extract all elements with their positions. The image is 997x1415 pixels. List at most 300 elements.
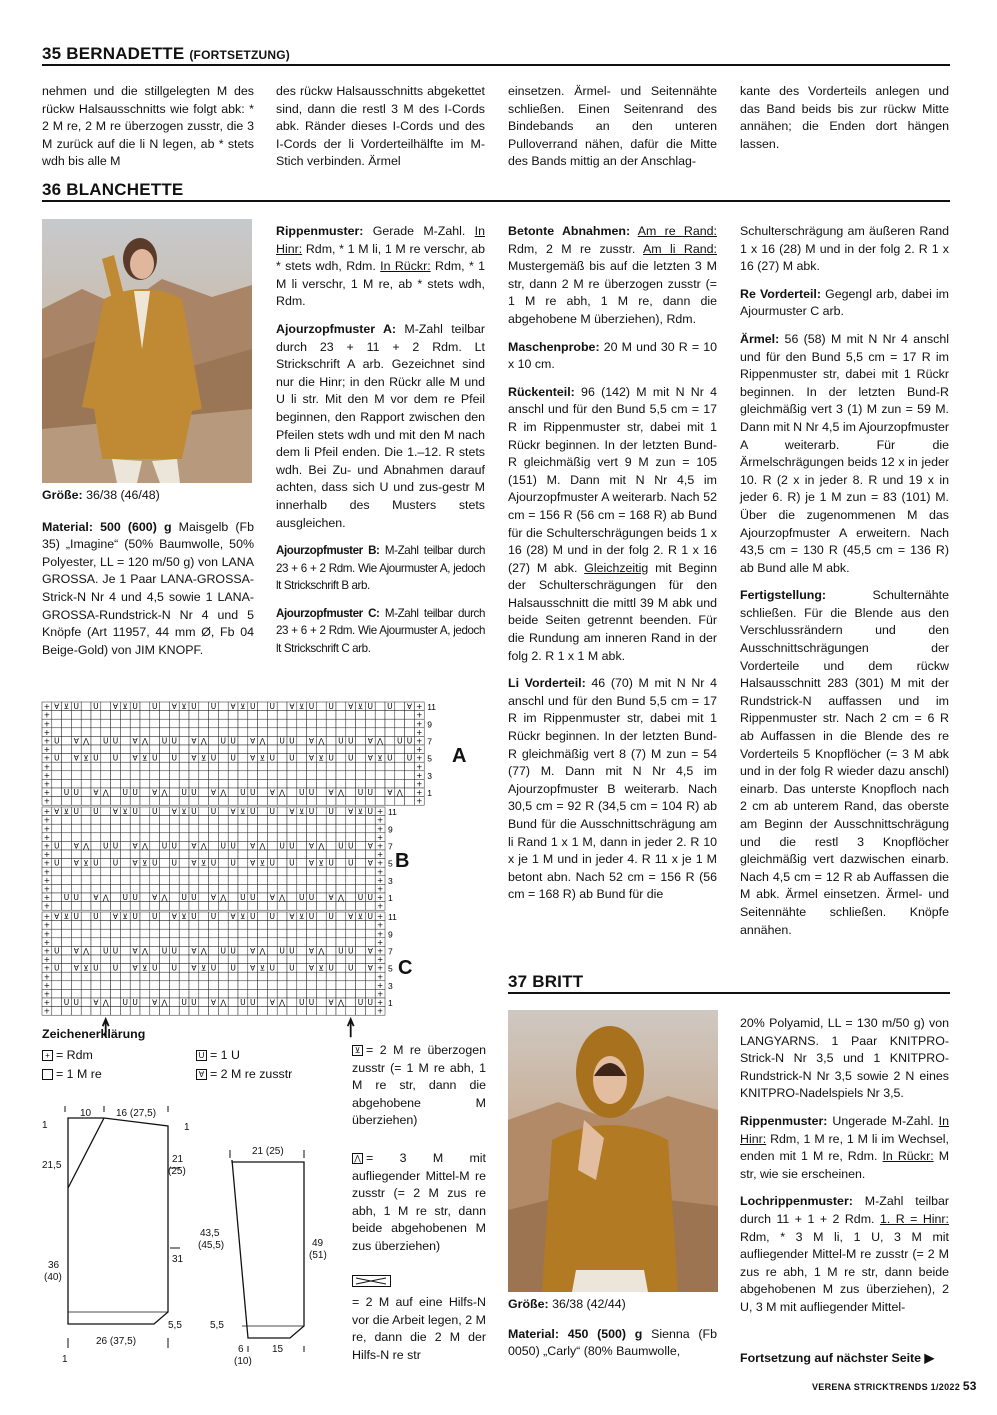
dim-label: 6	[238, 1344, 244, 1355]
chart-symbol: +	[43, 858, 51, 868]
chart-symbol: U	[269, 858, 276, 868]
chart-symbol: ∀	[191, 753, 197, 763]
chart-symbol: ⊻	[318, 963, 325, 973]
chart-symbol: U	[93, 963, 99, 973]
rippen-rueckr: In Rückr:	[380, 259, 431, 274]
re-vorderteil-label: Re Vorderteil:	[740, 286, 821, 301]
divider	[42, 200, 950, 202]
chart-symbol: +	[43, 989, 51, 999]
chart-symbol: ∀	[132, 946, 138, 956]
rippen-hinr: In Hinr:	[740, 1113, 949, 1146]
chart-symbol: U	[249, 893, 256, 903]
chart-symbol: U	[338, 841, 344, 851]
chart-symbol: ∀	[269, 788, 275, 798]
chart-symbol: +	[43, 702, 51, 712]
dim-label: 26 (37,5)	[96, 1336, 137, 1347]
chart-symbol: ⋀	[161, 893, 168, 903]
chart-symbol: U	[151, 912, 158, 922]
chart-symbol: +	[43, 832, 51, 842]
chart-symbol: U	[132, 788, 138, 798]
chart-symbol: ⊻	[181, 912, 187, 922]
legend-hilfs: = 2 M auf eine Hilfs-N vor die Arbeit legen, 2 M re, dann die 2 M der Hilfs-N re str	[352, 1295, 486, 1362]
dim-label: 16 (27,5)	[116, 1108, 157, 1119]
chart-symbol: ∀	[171, 807, 177, 817]
section-36-title: 36 BLANCHETTE	[42, 180, 184, 199]
chart-symbol: U	[347, 946, 354, 956]
loch-text: Rdm, * 3 M li, 1 U, 3 M mit aufliegender Mittel-M re zusstr (= 2 M zus re abh, 1 M re str, dann beide abgehobenen M zus überziehen), 2 U, 3 M mit aufliegender Mittel-	[740, 1229, 949, 1314]
section-37-title: 37 BRITT	[508, 972, 584, 991]
row-number: 11	[388, 807, 397, 818]
chart-symbol: U	[151, 702, 158, 712]
sec37-col4	[740, 1015, 949, 1327]
chart-symbol: +	[43, 719, 51, 729]
dim-label: 49	[312, 1238, 324, 1249]
chart-symbol: U	[191, 702, 197, 712]
chart-symbol: U	[347, 753, 354, 763]
row-number: 5	[388, 963, 393, 974]
chart-symbol: ∀	[191, 946, 197, 956]
chart-symbol: ∀	[132, 963, 138, 973]
repeat-arrow-icon	[348, 1019, 354, 1037]
chart-symbol: ∀	[250, 753, 256, 763]
dim-label: (45,5)	[198, 1240, 225, 1251]
legend-text: = 2 M re überzogen zusstr (= 1 M re abh, 1 M re str, dann die abgehobene M überziehen)	[352, 1043, 486, 1128]
chart-symbol: ∀	[308, 963, 315, 973]
chart-symbol: +	[376, 946, 384, 956]
chart-symbol: U	[328, 753, 334, 763]
chart-symbol: ∀	[132, 841, 138, 851]
chart-symbol: +	[43, 955, 51, 965]
chart-symbol: ⊻	[122, 702, 129, 712]
chart-symbol: +	[376, 912, 384, 922]
chart-symbol: U	[53, 736, 60, 746]
chart-symbol: ⊻	[298, 807, 305, 817]
sec35-col3: einsetzen. Ärmel- und Seitennähte schließen. Einen Seitenrand des Bindebands an den unteren Pulloverrand nähen, dafür die Mitte des Bands mittig an der Anschlag-	[508, 84, 717, 169]
chart-symbol: U	[132, 998, 138, 1008]
chart-symbol: ⋀	[279, 998, 286, 1008]
chart-symbol: ⊻	[122, 912, 129, 922]
chart-symbol: U	[249, 788, 256, 798]
chart-symbol: U	[122, 788, 129, 798]
chart-symbol: ⋀	[83, 736, 90, 746]
aermel-label: Ärmel:	[740, 331, 780, 346]
chart-symbol: U	[73, 912, 80, 922]
section-35-title: 35 BERNADETTE (FORTSETZUNG)	[42, 44, 290, 63]
chart-symbol: U	[73, 788, 80, 798]
chart-symbol: ∀	[328, 788, 334, 798]
chart-symbol: U	[191, 807, 197, 817]
chart-symbol: U	[63, 893, 70, 903]
betont-am-re: Am re Rand:	[637, 224, 717, 238]
rdm-symbol-icon: +	[42, 1050, 53, 1061]
chart-symbol: ∀	[348, 912, 354, 922]
ajour-c-label: Ajourzopfmuster C:	[276, 606, 380, 620]
chart-symbol: ⊻	[357, 912, 364, 922]
chart-symbol: U	[347, 858, 354, 868]
chart-symbol: U	[220, 841, 227, 851]
chart-symbol: U	[279, 736, 285, 746]
chart-symbol: U	[308, 998, 315, 1008]
chart-symbol: U	[367, 807, 374, 817]
legend-ueberzogen	[352, 1042, 486, 1130]
chart-symbol: ∀	[250, 841, 256, 851]
dim-label: (10)	[234, 1356, 252, 1367]
chart-symbol: +	[43, 736, 51, 746]
chart-symbol: U	[151, 858, 158, 868]
chart-symbol: +	[376, 884, 384, 894]
chart-symbol: U	[338, 946, 344, 956]
chart-symbol: U	[171, 858, 178, 868]
chart-symbol: U	[328, 963, 334, 973]
chart-symbol: U	[230, 858, 236, 868]
dim-label: 1	[62, 1354, 68, 1365]
chart-symbol: U	[171, 841, 178, 851]
zusstr-symbol-icon: ∀	[196, 1069, 207, 1080]
loch-row: 1. R = Hinr:	[879, 1211, 949, 1226]
chart-symbol: +	[43, 893, 51, 903]
chart-symbol: ⊻	[142, 858, 148, 868]
chart-symbol: U	[328, 702, 334, 712]
dim-label: 21	[172, 1154, 184, 1165]
row-number: 3	[388, 875, 393, 886]
chart-symbol: ⋀	[337, 788, 344, 798]
chart-symbol: +	[43, 796, 51, 806]
chart-symbol: +	[43, 1006, 51, 1016]
m-re-symbol-icon	[42, 1069, 53, 1080]
chart-symbol: U	[53, 946, 60, 956]
chart-symbol: ∀	[132, 736, 138, 746]
sec36-col3	[508, 223, 717, 914]
chart-symbol: U	[191, 912, 197, 922]
legend-zusstr	[196, 1066, 292, 1084]
chart-symbol: +	[416, 770, 423, 780]
chart-symbol: U	[132, 912, 138, 922]
row-number: 11	[388, 912, 397, 923]
chart-symbol: U	[230, 753, 236, 763]
chart-symbol: ∀	[328, 893, 334, 903]
maschen-label: Maschenprobe:	[508, 339, 600, 354]
schulter-text: Schulterschrägung am äußeren Rand 1 x 16 (28) M und in der folg 2. R 1 x 16 (27) M abk.	[740, 224, 949, 274]
chart-symbol: U	[53, 963, 60, 973]
chart-symbol: ⋀	[259, 736, 266, 746]
chart-symbol: ∀	[289, 807, 295, 817]
chart-symbol: ∀	[171, 702, 177, 712]
chart-symbol: +	[43, 779, 51, 789]
rueck-text: mit Beginn der Schulterschrägungen für den Halsausschnitt die mittl 39 M abk und beide Seiten getrennt beenden. Für die Rundung am inneren Rand in der folg 2. R 1 x 1 M abk.	[508, 560, 717, 663]
chart-symbol: ⊻	[63, 702, 70, 712]
chart-symbol: +	[376, 815, 384, 825]
row-number: 7	[427, 736, 432, 747]
chart-symbol: U	[289, 841, 295, 851]
chart-symbol: +	[376, 963, 384, 973]
chart-symbol: U	[151, 807, 158, 817]
chart-symbol: ⋀	[279, 893, 286, 903]
chart-symbol: U	[191, 893, 197, 903]
chart-symbol: U	[210, 963, 217, 973]
row-number: 9	[388, 824, 393, 835]
rueck-label: Rückenteil:	[508, 384, 575, 399]
chart-symbol: U	[151, 963, 158, 973]
chart-symbol: +	[416, 719, 423, 729]
chart-symbol: U	[181, 893, 187, 903]
rippen-rueckr: In Rückr:	[882, 1149, 934, 1164]
chart-symbol: +	[376, 955, 384, 965]
chart-symbol: U	[53, 858, 60, 868]
chart-symbol: U	[347, 841, 354, 851]
chart-symbol: U	[406, 736, 413, 746]
chart-symbol: U	[171, 946, 178, 956]
chart-symbol: ∀	[54, 912, 60, 922]
legend-text: = 2 M re zusstr	[210, 1067, 293, 1081]
chart-symbol: U	[328, 807, 334, 817]
sec35-col2: des rückw Halsausschnitts abgekettet sind, dann die restl 3 M des I-Cords abk. Ränder dieses I-Cords und des I-Cords der li Vorderteilhälfte im M-Stich verbinden. Ärmel	[276, 84, 485, 169]
chart-symbol: +	[43, 807, 51, 817]
sec35-col4: kante des Vorderteils anlegen und das Band beids bis zur rückw Mitte annähen; die Enden dort hängen lassen.	[740, 84, 949, 151]
ajour-a-label: Ajourzopfmuster A:	[276, 321, 397, 336]
chart-symbol: U	[230, 963, 236, 973]
chart-symbol: U	[279, 841, 285, 851]
li-vorderteil-label: Li Vorderteil:	[508, 676, 586, 691]
chart-symbol: ∀	[191, 963, 197, 973]
chart-symbol: ∀	[112, 807, 119, 817]
chart-symbol: U	[102, 946, 109, 956]
chart-symbol: ∀	[250, 858, 256, 868]
chart-symbol: U	[357, 998, 364, 1008]
u-symbol-icon: U	[196, 1050, 207, 1061]
chart-symbol: +	[43, 788, 51, 798]
row-number: 9	[388, 929, 393, 940]
chart-symbol: U	[347, 963, 354, 973]
model-photo-blanchette	[42, 219, 252, 483]
chart-symbol: ⋀	[102, 998, 109, 1008]
chart-symbol: U	[269, 912, 276, 922]
chart-symbol: U	[171, 736, 178, 746]
material-text: Sienna (Fb 0050) „Carly“ (80% Baumwolle,	[508, 1326, 717, 1359]
chart-symbol: ∀	[112, 702, 119, 712]
chart-symbol: +	[376, 893, 384, 903]
chart-symbol: U	[289, 963, 295, 973]
chart-symbol: U	[328, 912, 334, 922]
chart-symbol: ∀	[250, 963, 256, 973]
chart-symbol: ∀	[54, 702, 60, 712]
chart-symbol: +	[43, 745, 51, 755]
row-number: 1	[427, 788, 432, 799]
loch-label: Lochrippenmuster:	[740, 1194, 853, 1209]
row-number: 1	[388, 893, 393, 904]
chart-symbol: U	[230, 736, 236, 746]
material-cont-text: 20% Polyamid, LL = 130 m/50 g) von LANGYARNS. 1 Paar KNITPRO-Strick-N Nr 3,5 und 1 KNITPRO-Rundstrick-N Nr 3,5 sowie 2 N eines KNITPRO-Nadelspiels Nr 3,5.	[740, 1016, 949, 1101]
chart-symbol: ∀	[269, 998, 275, 1008]
chart-symbol: +	[376, 875, 384, 885]
chart-symbol: U	[289, 858, 295, 868]
dim-label: (25)	[168, 1166, 186, 1177]
chart-symbol: ∀	[308, 753, 315, 763]
chart-symbol: ⊻	[200, 753, 207, 763]
page-number: 53	[962, 1379, 977, 1393]
chart-symbol: +	[416, 736, 423, 746]
schematic-sleeve	[196, 1140, 336, 1370]
chart-symbol: ⋀	[279, 788, 286, 798]
chart-symbol: ⊻	[122, 807, 129, 817]
chart-symbol: ∀	[210, 998, 217, 1008]
chart-symbol: ∀	[308, 946, 315, 956]
chart-symbol: U	[151, 753, 158, 763]
ueberzogen-symbol-icon: ⊻	[352, 1045, 363, 1056]
chart-symbol: U	[338, 736, 344, 746]
chart-symbol: ⋀	[318, 736, 325, 746]
fertig-text: Schulternähte schließen. Für die Blende aus den Verschlussrändern und den Ausschnittschrägungen der Vorderteile und dem rückw Halsausschnitt 283 (301) M mit der Rundstrick-N auffassen und im Rippenmuster str. Nach 2 cm = 6 R ab Auffassen in die Blende des re Vorderteils 5 Knopflöcher (= 3 M abk und in der folg R wieder dazu anschl) einarb. Das unterste Knopfloch nach 2 cm ab unterem Rand, das oberste am Beginn der Ausschnittschrägung und die restl 3 Knopflöcher gleichmäßig vert dazwischen einarb. Nach 4,5 cm = 12 R ab Auffassen die M abk. Ärmel einsetzen. Ärmel- und Seitennähte schließen. Knöpfe annähen.	[740, 588, 949, 937]
chart-symbol: U	[220, 946, 227, 956]
chart-symbol: +	[43, 850, 51, 860]
chart-symbol: +	[376, 929, 384, 939]
chart-symbol: ∀	[348, 807, 354, 817]
betont-text: Mustergemäß bis auf die letzten 3 M str, dann 2 M re überzogen zusstr (= 1 M re abh, 1 M re, dann die abgehobene M überziehen), Rdm.	[508, 259, 717, 326]
chart-symbol: U	[161, 841, 168, 851]
chart-symbol: U	[53, 753, 60, 763]
chart-symbol: +	[416, 710, 423, 720]
chart-symbol: ⋀	[220, 893, 227, 903]
legend-text: = Rdm	[56, 1048, 93, 1062]
rippen-label: Rippenmuster:	[740, 1113, 828, 1128]
chart-symbol: ∀	[73, 841, 79, 851]
size-value: 36/38 (46/48)	[86, 488, 160, 502]
chart-symbol: +	[43, 884, 51, 894]
chart-symbol: U	[367, 998, 374, 1008]
chart-symbol: ⊻	[83, 753, 89, 763]
chart-symbol: ⋀	[200, 946, 207, 956]
chart-symbol: U	[357, 893, 364, 903]
dim-label: 15	[272, 1344, 284, 1355]
chart-symbol: U	[73, 702, 80, 712]
chart-symbol: +	[43, 867, 51, 877]
chart-symbol: ⋀	[259, 946, 266, 956]
divider	[42, 64, 950, 66]
chart-symbol: ⋀	[141, 841, 148, 851]
chart-symbol: U	[289, 753, 295, 763]
betont-am-li: Am li Rand:	[643, 241, 717, 256]
chart-symbol: +	[43, 972, 51, 982]
sec36-col2	[276, 223, 485, 668]
knitting-chart-a	[40, 698, 480, 806]
chart-symbol: U	[289, 946, 295, 956]
chart-symbol: +	[376, 901, 384, 911]
chart-symbol: +	[376, 824, 384, 834]
chart-symbol: +	[376, 841, 384, 851]
chart-symbol: ∀	[54, 807, 60, 817]
chart-symbol: U	[220, 736, 227, 746]
chart-symbol: U	[210, 858, 217, 868]
chart-symbol: U	[240, 788, 246, 798]
chart-symbol: ⊻	[240, 912, 246, 922]
chart-symbol: ∀	[93, 998, 99, 1008]
chart-symbol: ∀	[367, 753, 373, 763]
chart-symbol: U	[191, 788, 197, 798]
chart-symbol: +	[416, 779, 423, 789]
chart-symbol: +	[43, 824, 51, 834]
chart-symbol: ∀	[289, 702, 295, 712]
chart-symbol: ∀	[250, 736, 256, 746]
chart-symbol: U	[171, 753, 178, 763]
chart-symbol: +	[376, 858, 384, 868]
loch-text: M-Zahl teilbar durch 11 + 1 + 2 Rdm.	[740, 1194, 949, 1226]
chart-symbol: ⋀	[200, 736, 207, 746]
chart-symbol: U	[269, 807, 276, 817]
chart-symbol: ⊻	[63, 807, 70, 817]
size-value: 36/38 (42/44)	[552, 1297, 626, 1311]
chart-symbol: +	[43, 963, 51, 973]
chart-symbol: ⋀	[141, 736, 148, 746]
chart-symbol: +	[416, 702, 423, 712]
chart-symbol: ⋀	[318, 946, 325, 956]
chart-symbol: ⊻	[259, 858, 266, 868]
chart-symbol: ⊻	[318, 753, 325, 763]
chart-symbol: ∀	[230, 807, 236, 817]
chart-symbol: U	[63, 998, 70, 1008]
chart-symbol: U	[210, 702, 217, 712]
chart-symbol: U	[308, 912, 315, 922]
legend-m-re	[42, 1066, 102, 1084]
ajour-b-label: Ajourzopfmuster B:	[276, 544, 380, 558]
rippen-text: Rdm, * 1 M li, 1 M re verschr, ab * stets wdh, Rdm.	[276, 241, 485, 274]
chart-symbol: ∀	[230, 912, 236, 922]
chart-symbol: U	[298, 998, 305, 1008]
legend-mittel	[352, 1150, 486, 1256]
rippen-text: Gerade M-Zahl.	[372, 224, 466, 238]
chart-symbol: U	[93, 807, 99, 817]
footer-magazine	[812, 1379, 977, 1393]
chart-symbol: +	[376, 867, 384, 877]
chart-symbol: +	[43, 762, 51, 772]
chart-symbol: +	[43, 770, 51, 780]
chart-symbol: U	[367, 893, 374, 903]
dim-label: 36	[48, 1260, 60, 1271]
chart-symbol: U	[240, 998, 246, 1008]
legend-u	[196, 1047, 240, 1065]
chart-symbol: U	[210, 912, 217, 922]
row-number: 7	[388, 946, 393, 957]
chart-symbol: ⋀	[102, 893, 109, 903]
rueck-text: 96 (142) M mit N Nr 4 anschl und für den Bund 5,5 cm = 17 R im Rippenmuster str, dabei mit 1 Rückr beginnen. In der letzten Bund-R gleichmäßig vert 9 M zun = 105 (151) M. Dann mit N Nr 4,5 im Ajourzopfmuster A weiterarb. Nach 52 cm = 156 R (56 cm = 168 R) ab Bund für die Schulterschrägungen beids 1 x 16 (28) M und in der folg 2. R 1 x 16 (27) M abk.	[508, 384, 717, 575]
chart-symbol: U	[102, 841, 109, 851]
continued-link[interactable]: Fortsetzung auf nächster Seite ▶	[740, 1351, 935, 1365]
chart-symbol: U	[132, 893, 138, 903]
material-text: Maisgelb (Fb 35) „Imagine“ (50% Baumwolle, 50% Polyester, LL = 120 m/50 g) von LANA GROSSA. Je 1 Paar LANA-GROSSA-Strick-N Nr 4 und 4,5 sowie 1 LANA-GROSSA-Rundstrick-N Nr 4 und 5 Knöpfe (Art 11957, 44 mm Ø, Fb 04 Beige-Gold) von JIM KNOPF.	[42, 519, 254, 657]
dim-label: 10	[80, 1108, 92, 1119]
chart-symbol: +	[416, 796, 423, 806]
rippen-text: Rdm, * 1 M li verschr, 1 M re, ab * stets wdh, Rdm.	[276, 259, 486, 309]
chart-symbol: +	[43, 841, 51, 851]
rueck-gleichzeitig: Gleichzeitig	[584, 560, 649, 575]
chart-symbol: U	[249, 807, 256, 817]
chart-symbol: U	[367, 702, 374, 712]
dim-label: 31	[172, 1254, 184, 1265]
chart-symbol: ∀	[73, 963, 79, 973]
chart-symbol: U	[112, 946, 119, 956]
chart-symbol: U	[181, 788, 187, 798]
chart-symbol: ⊻	[318, 858, 325, 868]
chart-symbol: +	[376, 807, 384, 817]
chart-symbol: +	[43, 920, 51, 930]
chart-symbol: +	[43, 875, 51, 885]
chart-symbol: +	[416, 753, 423, 763]
chart-symbol: U	[367, 912, 374, 922]
chart-symbol: ∀	[367, 946, 373, 956]
chart-symbol: ⋀	[161, 998, 168, 1008]
chart-symbol: ∀	[191, 858, 197, 868]
chart-symbol: ∀	[73, 753, 79, 763]
rippen-hinr: In Hinr:	[276, 224, 485, 256]
chart-symbol: ⊻	[142, 963, 148, 973]
